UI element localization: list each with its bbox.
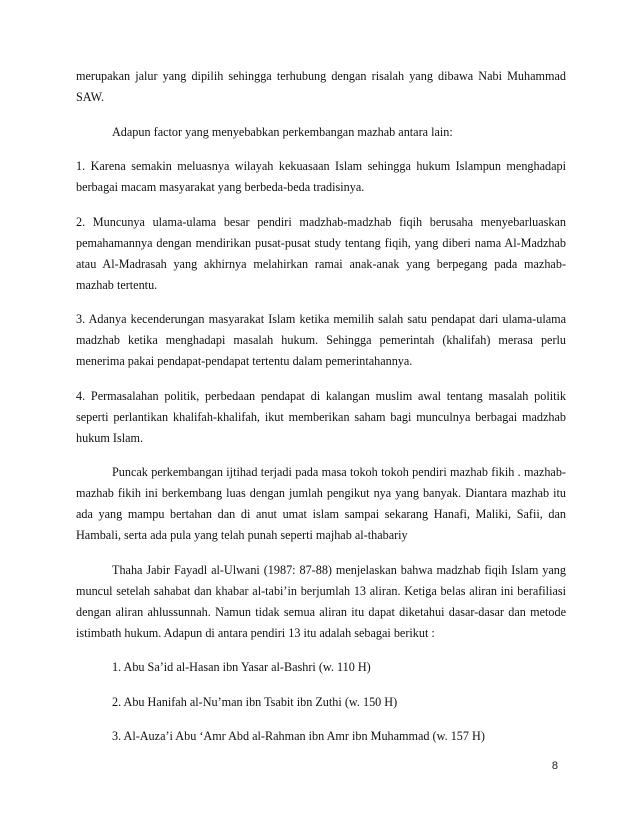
list-item-founder-2: 2. Abu Hanifah al-Nu’man ibn Tsabit ibn Zuthi (w. 150 H) <box>112 694 398 709</box>
list-item-founder-3: 3. Al-Auza’i Abu ‘Amr Abd al-Rahman ibn Amr ibn Muhammad (w. 157 H) <box>112 729 485 743</box>
page-number: 8 <box>551 760 558 772</box>
paragraph-factor-2: 2. Muncunya ulama-ulama besar pendiri madzhab-madzhab fiqih berusaha menyebarluaskan pemahamannya dengan mendirikan pusat-pusat study tentang fiqih, yang diberi nama Al-Madzhab atau Al-Madrasah yang akhirnya melahirkan ramai anak-anak yang berpegang pada mazhab-mazhab tertentu. <box>76 214 566 292</box>
list-item-founder-1: 1. Abu Sa’id al-Hasan ibn Yasar al-Bashri (w. 110 H) <box>112 660 371 674</box>
paragraph-factor-4: 4. Permasalahan politik, perbedaan pendapat di kalangan muslim awal tentang masalah politik seperti perlantikan khalifah-khalifah, ikut memberikan saham bagi munculnya berbagai madzhab hukum Islam. <box>76 388 566 445</box>
paragraph-factor-1: 1. Karena semakin meluasnya wilayah kekuasaan Islam sehingga hukum Islampun menghadapi berbagai macam masyarakat yang berbeda-beda tradisinya. <box>76 159 566 194</box>
paragraph-factor-3: 3. Adanya kecenderungan masyarakat Islam ketika memilih salah satu pendapat dari ulama-ulama madzhab ketika menghadapi masalah hukum. Sehingga pemerintah (khalifah) merasa perlu menerima pakai pendapat-pendapat tertentu dalam pemerintahannya. <box>76 312 566 368</box>
paragraph-ijtihad-peak: Puncak perkembangan ijtihad terjadi pada masa tokoh tokoh pendiri mazhab fikih . mazhab- mazhab fikih ini berkembang luas dengan jumlah pengikut nya yang banyak. Diantara mazhab itu ada yang mampu bertahan dan di anut umat islam sampai sekarang Hanafi, Maliki, Safii, dan Hambali, serta ada pula yang telah punah seperti majhab al-thabariy <box>76 465 566 542</box>
paragraph-factors-intro: Adapun factor yang menyebabkan perkembangan mazhab antara lain: <box>112 124 453 139</box>
paragraph-thaha-jabir: Thaha Jabir Fayadl al-Ulwani (1987: 87-88) menjelaskan bahwa madzhab fiqih Islam yang muncul setelah sahabat dan khabar al-tabi’in berjumlah 13 aliran. Ketiga belas aliran ini berafiliasi dengan aliran ahlussunnah. Namun tidak semua aliran itu dapat diketahui dasar-dasar dan metode istimbath hukum. Adapun di antara pendiri 13 itu adalah sebagai berikut : <box>76 562 566 640</box>
paragraph-continuation: merupakan jalur yang dipilih sehingga terhubung dengan risalah yang dibawa Nabi Muhammad SAW. <box>76 69 566 104</box>
document-body <box>76 66 566 761</box>
